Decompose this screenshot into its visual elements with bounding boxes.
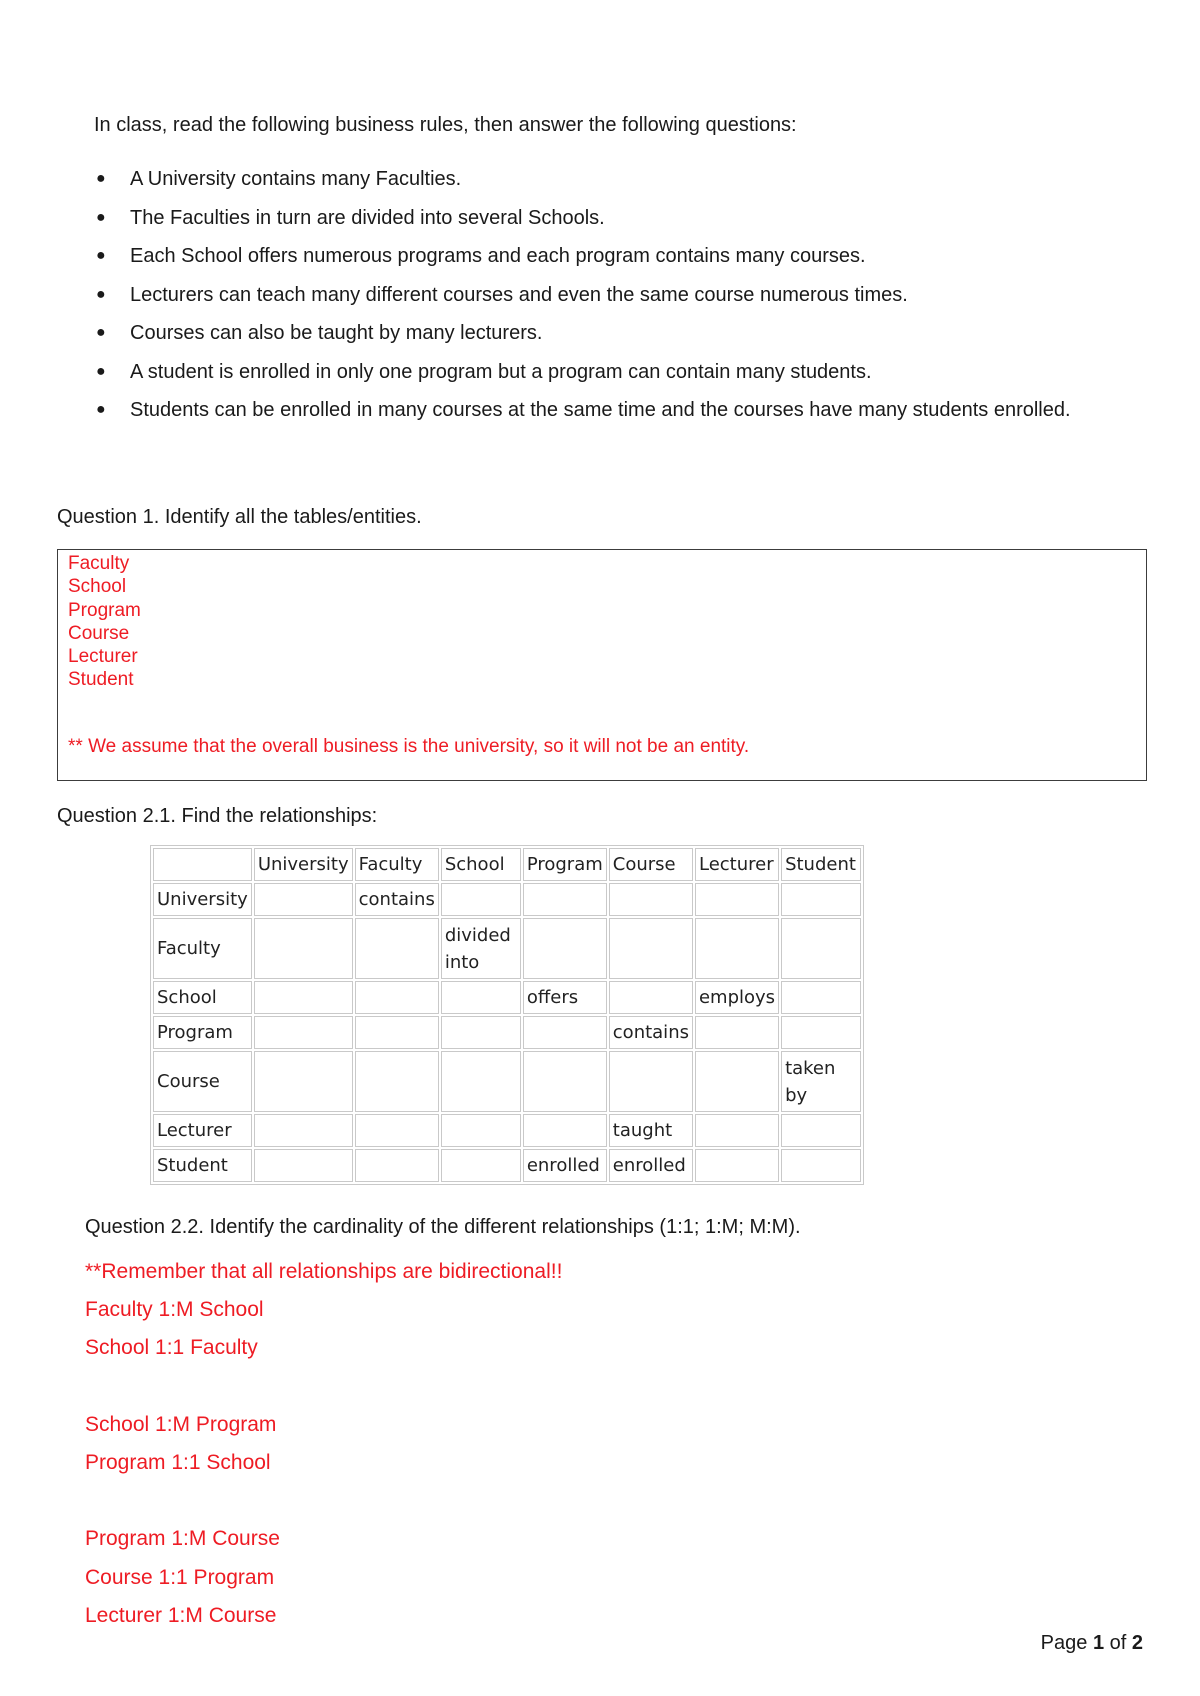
matrix-cell xyxy=(441,1149,521,1182)
cardinality-item: Program 1:1 School xyxy=(85,1451,271,1474)
bullet-icon: ● xyxy=(96,208,106,226)
matrix-cell: employs xyxy=(695,981,779,1014)
matrix-cell: enrolled xyxy=(609,1149,693,1182)
matrix-row-label: Program xyxy=(153,1016,252,1049)
rule-text: Students can be enrolled in many courses at the same time and the courses have many students enrolled. xyxy=(130,399,1071,421)
matrix-cell xyxy=(781,883,861,916)
rule-item xyxy=(94,391,1124,430)
matrix-cell xyxy=(781,1149,861,1182)
matrix-cell xyxy=(523,918,607,979)
matrix-row-label: Course xyxy=(153,1051,252,1112)
matrix-cell xyxy=(781,981,861,1014)
rule-item xyxy=(94,160,1124,199)
bullet-icon: ● xyxy=(96,324,106,341)
matrix-row xyxy=(153,918,861,979)
matrix-cell xyxy=(254,918,353,979)
matrix-cell xyxy=(695,1149,779,1182)
entity-item: School xyxy=(68,576,127,598)
bullet-icon: ● xyxy=(96,285,106,303)
matrix-cell xyxy=(254,883,353,916)
matrix-row-label: University xyxy=(153,883,252,916)
matrix-cell xyxy=(441,1051,521,1112)
matrix-cell: taken by xyxy=(781,1051,861,1112)
bullet-icon: ● xyxy=(96,362,106,380)
matrix-cell xyxy=(254,1016,353,1049)
matrix-header-cell: University xyxy=(254,848,353,881)
matrix-cell xyxy=(695,1114,779,1147)
matrix-cell xyxy=(254,1149,353,1182)
matrix-row xyxy=(153,1149,861,1182)
bullet-icon: ● xyxy=(96,247,106,264)
cardinality-item: School 1:M Program xyxy=(85,1412,277,1436)
matrix-row xyxy=(153,1016,861,1049)
rule-text: Each School offers numerous programs and each program contains many courses. xyxy=(130,245,866,267)
matrix-cell xyxy=(441,1016,521,1049)
rule-text: A University contains many Faculties. xyxy=(130,168,462,190)
matrix-cell xyxy=(523,1016,607,1049)
matrix-cell xyxy=(254,981,353,1014)
matrix-cell xyxy=(254,1051,353,1112)
entity-item: Lecturer xyxy=(68,646,138,668)
matrix-cell xyxy=(609,1051,693,1112)
matrix-cell xyxy=(523,1051,607,1112)
rule-item xyxy=(94,353,1124,392)
page-total: 2 xyxy=(1131,1632,1143,1654)
matrix-cell xyxy=(523,883,607,916)
cardinality-item: School 1:1 Faculty xyxy=(85,1336,258,1360)
intro-text: In class, read the following business rules, then answer the following questions: xyxy=(94,114,797,136)
page-current: 1 xyxy=(1092,1632,1105,1654)
rule-text: The Faculties in turn are divided into several Schools. xyxy=(130,206,605,229)
matrix-cell: enrolled xyxy=(523,1149,607,1182)
cardinality-list xyxy=(85,1253,562,1635)
entities-note: ** We assume that the overall business is the university, so it will not be an entity. xyxy=(68,736,750,757)
matrix-cell xyxy=(355,981,439,1014)
matrix-cell xyxy=(781,1016,861,1049)
question-2-1-title: Question 2.1. Find the relationships: xyxy=(57,805,378,827)
matrix-cell xyxy=(441,883,521,916)
matrix-cell: taught xyxy=(609,1114,693,1147)
relationship-matrix xyxy=(150,845,864,1185)
page-number xyxy=(1041,1632,1143,1655)
matrix-header-cell: Faculty xyxy=(355,848,439,881)
matrix-cell xyxy=(254,1114,353,1147)
matrix-header-cell: Course xyxy=(609,848,693,881)
matrix-cell xyxy=(523,1114,607,1147)
question-1-title: Question 1. Identify all the tables/entities. xyxy=(57,506,422,528)
matrix-header-row xyxy=(153,848,861,881)
matrix-header-cell: Lecturer xyxy=(695,848,779,881)
rule-text: Lecturers can teach many different courses and even the same course numerous times. xyxy=(130,283,908,306)
matrix-cell xyxy=(355,1114,439,1147)
matrix-cell xyxy=(695,1051,779,1112)
matrix-header-cell: Student xyxy=(781,848,861,881)
cardinality-item: Program 1:M Course xyxy=(85,1527,280,1551)
matrix-cell xyxy=(355,1051,439,1112)
rule-item xyxy=(94,276,1124,315)
matrix-cell xyxy=(441,1114,521,1147)
matrix-cell xyxy=(781,1114,861,1147)
rule-text: A student is enrolled in only one program but a program can contain many students. xyxy=(130,360,872,383)
matrix-row-label: Lecturer xyxy=(153,1114,252,1147)
matrix-cell xyxy=(781,918,861,979)
page-label: Page xyxy=(1040,1632,1088,1654)
matrix-row-label: Faculty xyxy=(153,918,252,979)
business-rules-list xyxy=(94,160,1124,430)
entity-item: Course xyxy=(68,622,130,644)
matrix-header-cell xyxy=(153,848,252,881)
rule-item xyxy=(94,237,1124,276)
matrix-cell xyxy=(695,1016,779,1049)
rule-item xyxy=(94,199,1124,238)
matrix-header-cell: Program xyxy=(523,848,607,881)
group-spacer xyxy=(85,1482,562,1520)
matrix-cell xyxy=(695,883,779,916)
rule-item xyxy=(94,314,1124,353)
matrix-cell xyxy=(609,981,693,1014)
entity-item: Student xyxy=(68,669,134,691)
cardinality-item: Lecturer 1:M Course xyxy=(85,1603,277,1627)
matrix-cell xyxy=(441,981,521,1014)
bullet-icon: ● xyxy=(96,170,106,187)
entity-item: Program xyxy=(68,599,141,621)
matrix-row xyxy=(153,1051,861,1112)
matrix-cell xyxy=(355,1016,439,1049)
matrix-header-cell: School xyxy=(441,848,521,881)
question-2-2-title: Question 2.2. Identify the cardinality of the different relationships (1:1; 1:M; M:M). xyxy=(85,1216,801,1238)
entity-item: Faculty xyxy=(68,553,130,574)
page-of: of xyxy=(1109,1632,1127,1654)
cardinality-reminder: **Remember that all relationships are bidirectional!! xyxy=(85,1260,563,1283)
matrix-cell: contains xyxy=(355,883,439,916)
matrix-cell: contains xyxy=(609,1016,693,1049)
cardinality-item: Course 1:1 Program xyxy=(85,1565,275,1589)
rule-text: Courses can also be taught by many lecturers. xyxy=(130,322,543,344)
matrix-row xyxy=(153,981,861,1014)
bullet-icon: ● xyxy=(96,401,106,418)
matrix-cell: offers xyxy=(523,981,607,1014)
matrix-cell xyxy=(355,1149,439,1182)
cardinality-item: Faculty 1:M School xyxy=(85,1298,264,1322)
matrix-row xyxy=(153,883,861,916)
group-spacer xyxy=(85,1368,562,1406)
matrix-row xyxy=(153,1114,861,1147)
matrix-cell: divided into xyxy=(441,918,521,979)
matrix-cell xyxy=(609,918,693,979)
matrix-cell xyxy=(695,918,779,979)
matrix-cell xyxy=(355,918,439,979)
question-1-answer-box xyxy=(57,549,1147,781)
matrix-row-label: Student xyxy=(153,1149,252,1182)
matrix-row-label: School xyxy=(153,981,252,1014)
matrix-cell xyxy=(609,883,693,916)
entities-list xyxy=(68,550,1136,692)
